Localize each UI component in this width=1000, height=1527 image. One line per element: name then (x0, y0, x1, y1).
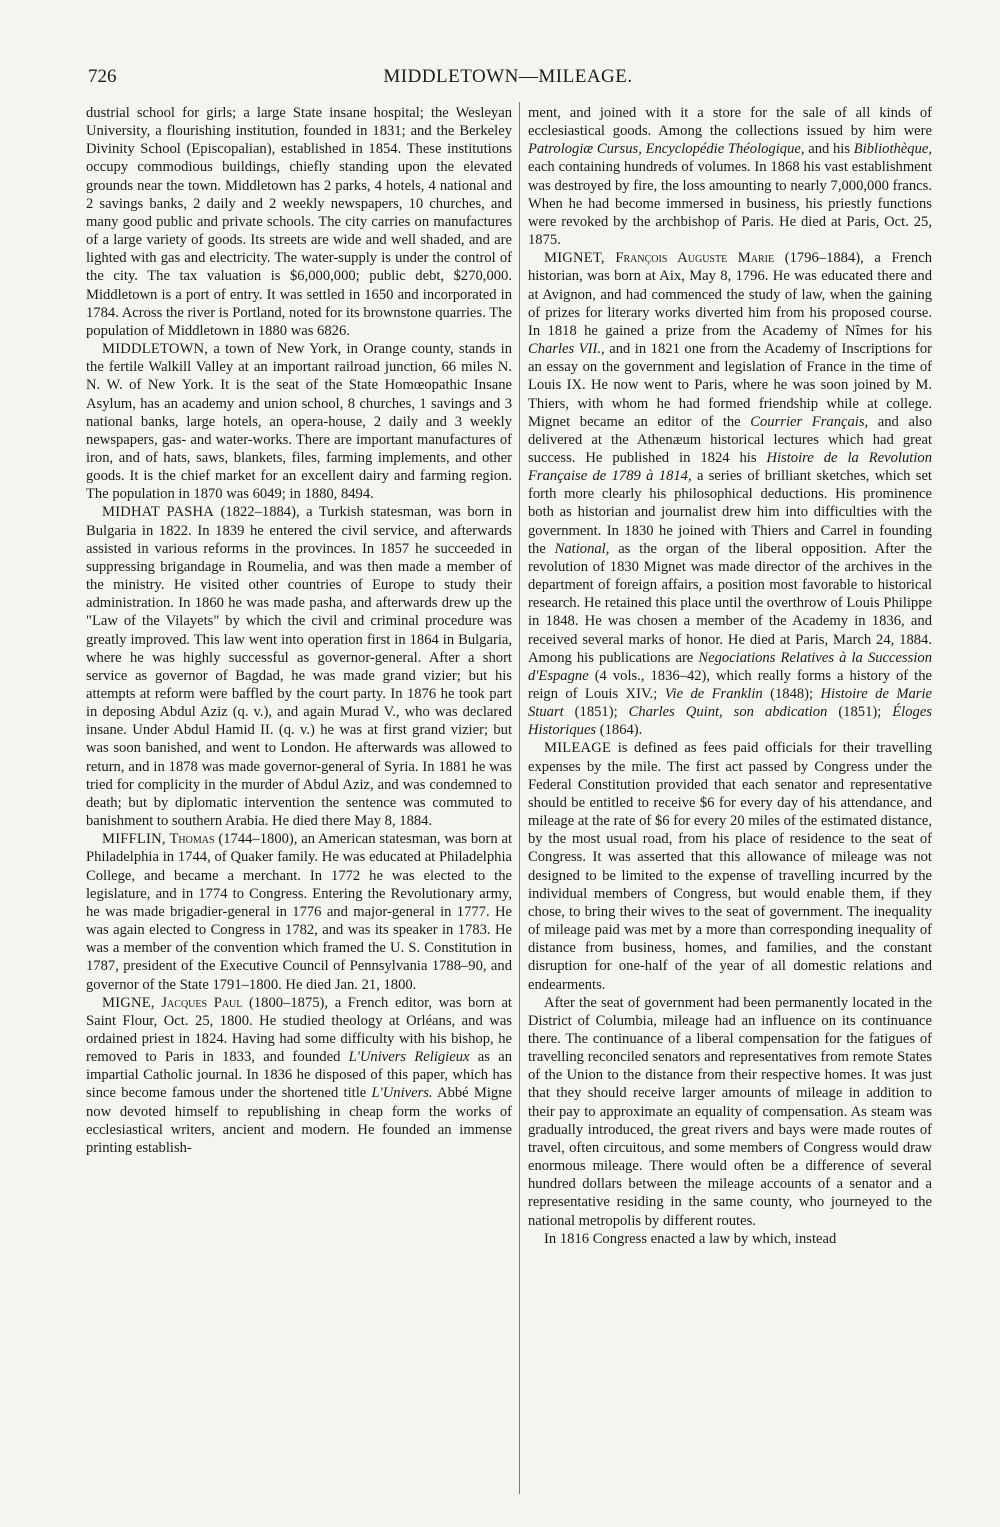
headword: MIDHAT PASHA (102, 504, 214, 521)
entry-text: (1800–1875), a French editor, was born at Saint Flour, Oct. 25, 1800. He studied theology at Orléans, and was ordained priest in 1824. Having had some difficulty with his bishop, he removed to Paris in 1833, and founded (86, 994, 512, 1066)
italic-title: Negociations Relatives à la Succession d'Espagne (528, 649, 932, 684)
entry-text: as an impartial Catholic journal. In 1836 he disposed of this paper, which has since become famous under the shortened title (86, 1049, 512, 1102)
headword: MIGNE, (102, 994, 155, 1011)
italic-title: Patrologiæ Cursus, Encyclopédie Théologique, (528, 141, 805, 158)
entry-text: (1848); (762, 686, 821, 702)
italic-title: Charles VII., (528, 341, 605, 358)
entry-text: (1744–1800), an American statesman, was born at Philadelphia in 1744, of Quaker family. He was educated at Philadelphia College, and became a merchant. In 1772 he was elected to the legislature, and in 1774 to Congress. Entering the Revolutionary army, he was made brigadier-general in 1776 and major-general in 1777. He was again elected to Congress in 1782, and was its speaker in 1783. He was a member of the convention which framed the U. S. Constitution in 1787, president of the Executive Council of Pennsylvania 1788–90, and governor of the State 1791–1800. He died Jan. 21, 1800. (86, 831, 512, 993)
headword: MIFFLIN, (102, 831, 166, 848)
given-name: Thomas (169, 831, 215, 848)
entry-text: (1796–1884), a French historian, was born at Aix, May 8, 1796. He was educated there and at Avignon, and had commenced the study of law, when the gaining of prizes for literary works diverted him from his proposed course. In 1818 he gained a prize from the Academy of Nîmes for his (528, 250, 932, 339)
entry-text: (1822–1884), a Turkish statesman, was born in Bulgaria in 1822. In 1839 he entered the civil service, and afterwards assisted in various reforms in the provinces. In 1857 he succeeded in suppressing brigandage in Roumelia, and was then made a member of the ministry. He visited other countries of Europe to study their administration. In 1860 he was made pasha, and afterwards drew up the "Law of the Vilayets" by which the civil and criminal procedure was greatly improved. This law went into operation first in 1864 in Bulgaria, where he was highly successful as governor-general. After a short service as governor of Bagdad, he was made grand vizier; but his attempts at reform were baffled by the court party. In 1876 he took part in deposing Abdul Aziz (q. v.), and again Murad V., who was declared insane. Under Abdul Hamid II. (q. v.) he was at first grand vizier; but was soon banished, and went to London. He afterwards was allowed to return, and in 1878 was made governor-general of Syria. In 1881 he was tried for complicity in the murder of Abdul Aziz, and was condemned to death; but by diplomatic intervention the sentence was commuted to banishment to southern Arabia. He died there May 8, 1884. (86, 504, 512, 830)
entry-text: a town of New York, in Orange county, stands in the fertile Walkill Valley at an important railroad junction, 66 miles N. N. W. of New York. It is the seat of the State Homœopathic Insane Asylum, has an academy and union school, 8 churches, 1 savings and 3 national banks, large hotels, an opera-house, 2 daily and 3 weekly newspapers, gas- and water-works. There are important manufactures of iron, and of hats, saws, blankets, files, farming implements, and other goods. It is the chief market for an excellent dairy and farming region. The population in 1870 was 6049; in 1880, 8494. (86, 341, 512, 503)
entry-text: (1851); (827, 704, 893, 721)
entry-migne (86, 994, 512, 1157)
italic-title: Courrier Français, (750, 413, 869, 430)
italic-title: Histoire de Marie Stuart (528, 686, 932, 721)
italic-title: Éloges Historiques (528, 704, 932, 739)
entry-text: (1851); (563, 704, 629, 721)
entry-text: as the organ of the liberal opposition. After the revolution of 1830 Mignet was made director of the archives in the department of foreign affairs, a position most favorable to historical research. He retained this place until the overthrow of Louis Philippe in 1848. He was chosen a member of the Academy in 1836, and received several marks of honor. He died at Paris, March 24, 1884. Among his publications are (528, 540, 932, 666)
headword: MIDDLETOWN, (102, 341, 209, 358)
entry-text: and in 1821 one from the Academy of Inscriptions for an essay on the government and legislation of France in the time of Louis IX. He now went to Paris, where he was soon joined by M. Thiers, with whom he had formed friendship while at college. Mignet became an editor of the (528, 341, 932, 430)
left-column (86, 104, 512, 1494)
paragraph: After the seat of government had been permanently located in the District of Columbia, mileage had an influence on its continuance there. The continuance of a liberal compensation for the fatigues of travelling reconciled senators and representatives from remote States of the Union to the distance from their respective homes. It was just that they should receive larger amounts of mileage in addition to their pay to approximate an equality of compensation. As steam was gradually introduced, the great rivers and bays were made routes of travel, often circuitous, and some members of Congress would draw enormous mileage. There would often be a difference of several hundred dollars between the mileage accounts of a senator and a representative residing in the same county, who journeyed to the national metropolis by different routes. (528, 994, 932, 1229)
italic-title: Charles Quint, son abdication (628, 704, 828, 721)
entry-text: and his (804, 141, 854, 158)
headword: MIGNET, (544, 250, 605, 267)
italic-title: National, (554, 540, 610, 557)
italic-title: Bibliothèque, (853, 141, 932, 158)
running-title: MIDDLETOWN—MILEAGE. (383, 66, 633, 87)
entry-mileage (528, 739, 932, 993)
italic-title: L'Univers. (371, 1085, 433, 1102)
entry-midhat-pasha (86, 503, 512, 830)
entry-mifflin (86, 830, 512, 993)
entry-migne-continued (528, 104, 932, 249)
right-column (528, 104, 932, 1494)
italic-title: Vie de Franklin (664, 686, 763, 702)
entry-text: (1864). (596, 722, 643, 739)
entry-text: is defined as fees paid officials for their travelling expenses by the mile. The first act passed by Congress under the Federal Constitution provided that each senator and representative should be entitled to receive $6 for every day of his attendance, and mileage at the rate of $6 for every 20 miles of the estimated distance, by the most usual road, from his place of residence to the seat of Congress. It was asserted that this allowance of mileage was not designed to be limited to the expense of travelling incurred by the individual members of Congress, but would enable them, if they chose, to bring their wives to the seat of government. The inequality of mileage paid was met by a more than corresponding inequality of distance from business, homes, and families, and the constant disruption for one-half of the year of all domestic relations and endearments. (528, 740, 932, 993)
given-name: François Auguste Marie (615, 250, 775, 267)
headword: MILEAGE (544, 740, 612, 757)
entry-text: each containing hundreds of volumes. In 1868 his vast establishment was destroyed by fire, the loss amounting to nearly 7,000,000 francs. When he had become immersed in business, his priestly functions were revoked by the archbishop of Paris. He died at Paris, Oct. 25, 1875. (528, 159, 932, 249)
given-name: Jacques Paul (161, 994, 243, 1011)
entry-mignet (528, 249, 932, 739)
entry-text: ment, and joined with it a store for the sale of all kinds of ecclesiastical goods. Among the collections issued by him were (528, 105, 932, 140)
entry-text: (4 vols., 1836–42), which really forms a history of the reign of Louis XIV.; (528, 667, 932, 702)
entry-text: and also delivered at the Athenæum historical lectures which had great success. He published in 1824 his (528, 413, 932, 466)
italic-title: L'Univers Religieux (348, 1049, 470, 1066)
entry-middletown-ny (86, 340, 512, 503)
entry-middletown-ct-continued: dustrial school for girls; a large State insane hospital; the Wesleyan University, a flourishing institution, founded in 1831; and the Berkeley Divinity School (Episcopalian), established in 1854. These institutions occupy commodious buildings, chiefly standing upon the elevated grounds near the town. Middletown has 2 parks, 4 hotels, 4 national and 2 savings banks, 2 daily and 2 weekly newspapers, 10 churches, and many good public and private schools. The city carries on manufactures of a large variety of goods. Its streets are wide and well shaded, and are lighted with gas and electricity. The water-supply is under the control of the city. The tax valuation is $6,000,000; public debt, $270,000. Middletown is a port of entry. It was settled in 1650 and incorporated in 1784. Across the river is Portland, noted for its brownstone quarries. The population of Middletown in 1880 was 6826. (86, 105, 512, 339)
paragraph: In 1816 Congress enacted a law by which, instead (544, 1230, 837, 1247)
column-divider (519, 102, 520, 1494)
running-head (88, 66, 928, 90)
entry-text: Abbé Migne now devoted himself to republishing in cheap form the works of ecclesiastical writers, ancient and modern. He founded an immense printing establish- (86, 1085, 512, 1156)
italic-title: Histoire de la Revolution Française de 1789 à 1814, (528, 449, 932, 485)
page-number: 726 (88, 66, 117, 87)
entry-text: a series of brilliant sketches, which set forth more clearly his philosophical deductions. His prominence both as historian and journalist drew him into difficulties with the government. In 1830 he joined with Thiers and Carrel in founding the (528, 468, 932, 557)
